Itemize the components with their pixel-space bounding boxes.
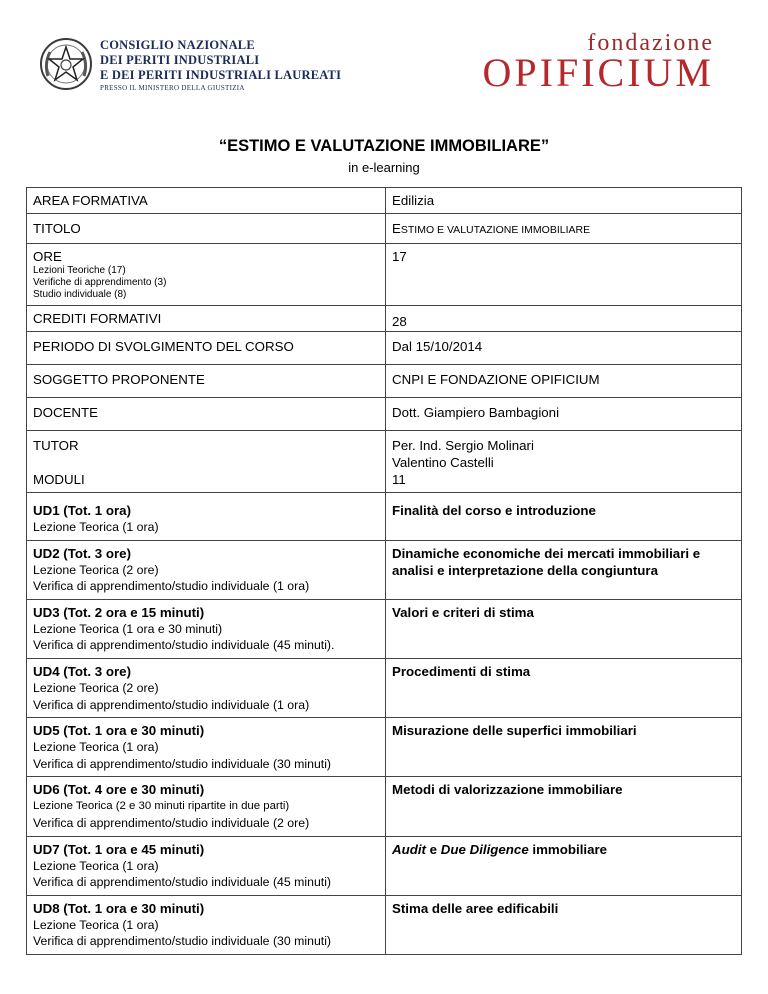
fondazione-word: fondazione <box>587 30 714 56</box>
table-row <box>27 332 742 365</box>
unit-line: Lezione Teorica (2 e 30 minuti ripartite in due parti) <box>33 800 290 813</box>
ore-detail: Verifiche di apprendimento (3) <box>33 277 167 288</box>
area-value: Edilizia <box>386 188 742 214</box>
table-row <box>27 493 742 541</box>
table-row <box>27 540 742 599</box>
unit-title: UD2 (Tot. 3 ore) <box>33 545 132 561</box>
titolo-first: E <box>392 221 401 236</box>
unit-line: Lezione Teorica (1 ora) <box>33 520 159 534</box>
republic-emblem-icon <box>38 36 94 92</box>
unit-line: Verifica di apprendimento/studio individuale (45 minuti). <box>33 638 335 653</box>
soggetto-value: CNPI E FONDAZIONE OPIFICIUM <box>386 365 742 398</box>
topic-italic: Audit <box>392 841 426 857</box>
table-row <box>27 188 742 214</box>
topic-italic: Due Diligence <box>440 841 529 857</box>
course-table <box>26 187 742 955</box>
unit-line: Verifica di apprendimento/studio individuale (45 minuti) <box>33 875 332 890</box>
document-subtitle: in e-learning <box>348 160 420 175</box>
tutor-moduli-values <box>386 431 742 493</box>
unit-line: Lezione Teorica (2 ore) <box>33 562 159 577</box>
unit-title: UD8 (Tot. 1 ora e 30 minuti) <box>33 900 205 916</box>
table-row <box>27 431 742 493</box>
unit-topic: Procedimenti di stima <box>386 658 742 717</box>
unit-title: UD4 (Tot. 3 ore) <box>33 663 132 679</box>
tutor-value: Valentino Castelli <box>392 455 494 470</box>
table-row <box>27 398 742 431</box>
table-row <box>27 365 742 398</box>
area-label: AREA FORMATIVA <box>27 188 386 214</box>
unit-topic: Misurazione delle superfici immobiliari <box>386 718 742 777</box>
unit-cell <box>27 836 386 895</box>
moduli-label: MODULI <box>33 472 85 487</box>
cnpi-line: CONSIGLIO NAZIONALE <box>100 38 255 52</box>
unit-line: Lezione Teorica (2 ore) <box>33 680 159 695</box>
cnpi-line: DEI PERITI INDUSTRIALI <box>100 53 260 67</box>
unit-topic <box>386 836 742 895</box>
opificium-logo <box>483 30 714 94</box>
header <box>0 28 768 108</box>
topic-text: e <box>425 841 441 857</box>
unit-cell <box>27 777 386 836</box>
cnpi-logo-text <box>100 38 341 93</box>
tutor-label: TUTOR <box>33 438 79 453</box>
unit-line: Verifica di apprendimento/studio individuale (1 ora) <box>33 697 310 712</box>
unit-cell <box>27 540 386 599</box>
unit-cell <box>27 493 386 541</box>
titolo-label: TITOLO <box>27 214 386 244</box>
periodo-label: PERIODO DI SVOLGIMENTO DEL CORSO <box>27 332 386 365</box>
table-row <box>27 306 742 332</box>
docente-value: Dott. Giampiero Bambagioni <box>386 398 742 431</box>
unit-cell <box>27 718 386 777</box>
periodo-value: Dal 15/10/2014 <box>386 332 742 365</box>
titolo-value <box>386 214 742 244</box>
unit-topic: Finalità del corso e introduzione <box>386 493 742 541</box>
unit-title: UD5 (Tot. 1 ora e 30 minuti) <box>33 723 205 739</box>
ore-value: 17 <box>386 244 742 306</box>
unit-line: Lezione Teorica (1 ora) <box>33 740 159 755</box>
unit-line: Lezione Teorica (1 ora e 30 minuti) <box>33 621 223 636</box>
table-row <box>27 777 742 836</box>
unit-title: UD1 (Tot. 1 ora) <box>33 503 132 518</box>
ore-label: ORE <box>33 249 62 264</box>
table-row <box>27 244 742 306</box>
moduli-value: 11 <box>392 472 406 487</box>
ore-detail: Studio individuale (8) <box>33 289 127 300</box>
unit-topic: Dinamiche economiche dei mercati immobiliari e analisi e interpretazione della congiuntura <box>386 540 742 599</box>
docente-label: DOCENTE <box>27 398 386 431</box>
document-title: “ESTIMO E VALUTAZIONE IMMOBILIARE” <box>218 137 550 155</box>
table-row <box>27 658 742 717</box>
soggetto-label: SOGGETTO PROPONENTE <box>27 365 386 398</box>
ore-detail: Lezioni Teoriche (17) <box>33 265 126 276</box>
table-row <box>27 214 742 244</box>
unit-title: UD6 (Tot. 4 ore e 30 minuti) <box>33 782 205 798</box>
unit-line: Verifica di apprendimento/studio individuale (30 minuti) <box>33 934 332 949</box>
unit-title: UD7 (Tot. 1 ora e 45 minuti) <box>33 841 205 857</box>
table-row <box>27 836 742 895</box>
opificium-word: OPIFICIUM <box>482 50 714 95</box>
table-row <box>27 718 742 777</box>
unit-line: Lezione Teorica (1 ora) <box>33 917 159 932</box>
unit-title: UD3 (Tot. 2 ora e 15 minuti) <box>33 604 205 620</box>
ore-cell <box>27 244 386 306</box>
unit-line: Verifica di apprendimento/studio individuale (30 minuti) <box>33 756 332 771</box>
crediti-value: 28 <box>386 306 742 332</box>
cnpi-subline: PRESSO IL MINISTERO DELLA GIUSTIZIA <box>100 84 245 92</box>
cnpi-line: E DEI PERITI INDUSTRIALI LAUREATI <box>100 68 342 82</box>
unit-topic: Stima delle aree edificabili <box>386 895 742 954</box>
unit-line: Verifica di apprendimento/studio individuale (2 ore) <box>33 815 310 830</box>
tutor-moduli-cell <box>27 431 386 493</box>
unit-line: Lezione Teorica (1 ora) <box>33 858 159 873</box>
unit-cell <box>27 599 386 658</box>
unit-topic: Metodi di valorizzazione immobiliare <box>386 777 742 836</box>
table-row <box>27 895 742 954</box>
unit-cell <box>27 658 386 717</box>
unit-topic: Valori e criteri di stima <box>386 599 742 658</box>
crediti-label: CREDITI FORMATIVI <box>27 306 386 332</box>
topic-text: immobiliare <box>528 841 608 857</box>
table-row <box>27 599 742 658</box>
unit-cell <box>27 895 386 954</box>
tutor-value: Per. Ind. Sergio Molinari <box>392 438 534 453</box>
unit-line: Verifica di apprendimento/studio individuale (1 ora) <box>33 579 310 594</box>
titolo-rest: STIMO E VALUTAZIONE IMMOBILIARE <box>400 224 591 236</box>
